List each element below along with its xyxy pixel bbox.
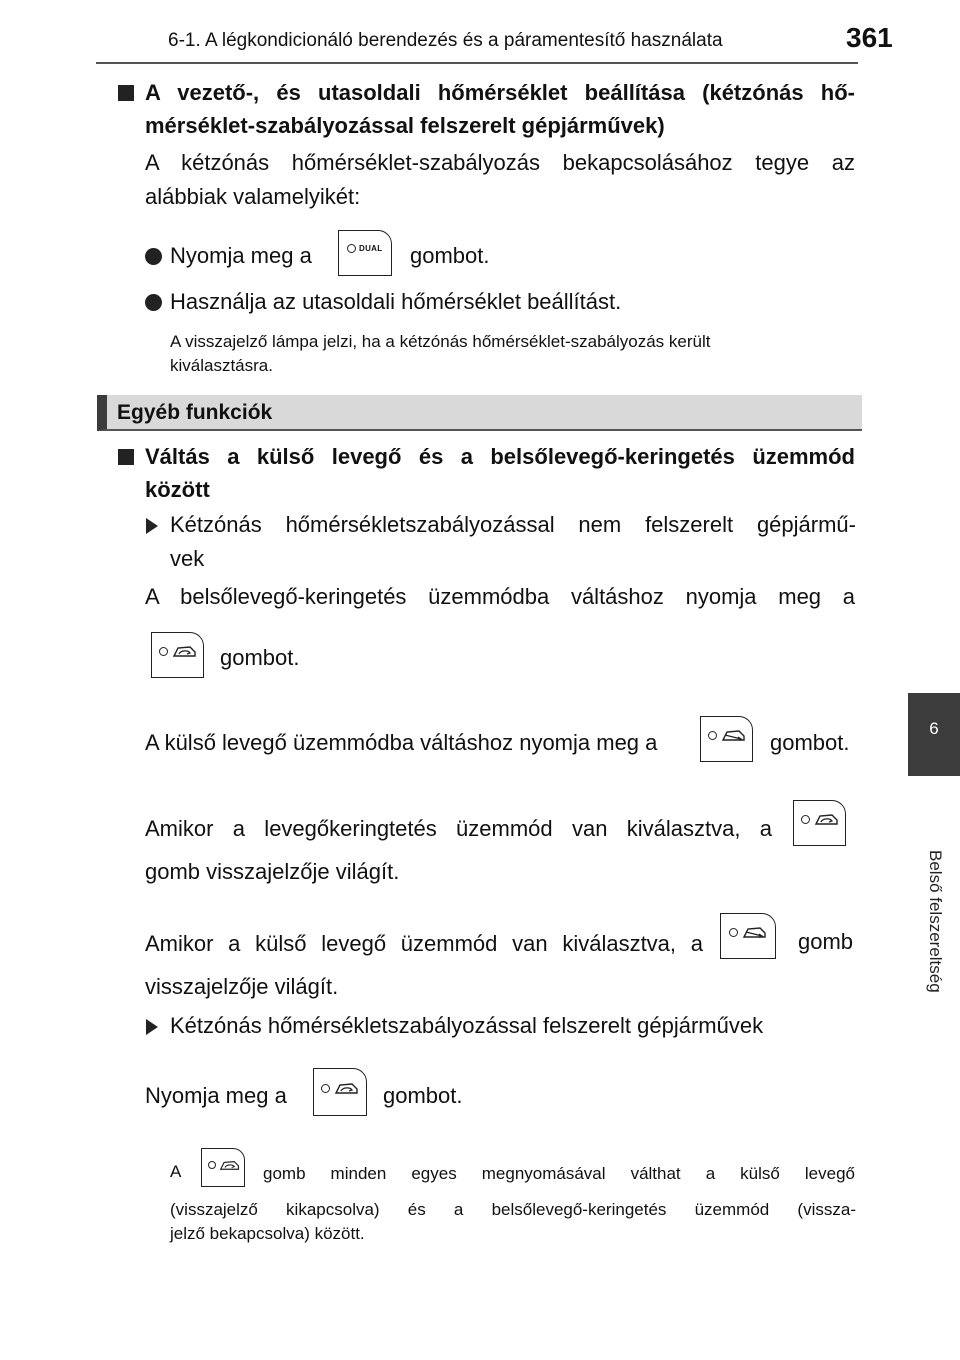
section-title: Egyéb funkciók [117,401,273,424]
outside-air-button-icon [700,716,753,762]
bullet1-before: Nyomja meg a [170,243,312,268]
car-recirc-arrow-icon [814,811,840,827]
round-bullet-icon [145,294,162,311]
dual-button-icon [338,230,392,276]
sub2-heading: Kétzónás hőmérsékletszabályozással felszerelt gépjárművek [170,1013,764,1038]
dual-note-line1: A visszajelző lámpa jelzi, ha a kétzónás hőmérséklet-szabályozás került [170,332,711,351]
outside-ind-before: Amikor a külső levegő üzemmód van kiválasztva, a [145,931,703,956]
indicator-led-icon [801,815,810,824]
dual-intro [145,146,855,214]
outside-air-button-icon [720,913,776,959]
bullet2: Használja az utasoldali hőmérséklet beállítást. [170,289,622,314]
outside-before: A külső levegő üzemmódba váltáshoz nyomja meg a [145,730,658,755]
dual-intro-line2: alábbiak valamelyikét: [145,184,361,209]
chapter-tab: 6 [908,693,960,776]
dual-heading [145,76,855,142]
press-before: Nyomja meg a [145,1083,287,1108]
dual-heading-line2: mérséklet-szabályozással felszerelt gépjárművek) [145,113,665,138]
square-bullet-icon [118,85,134,101]
dual-note [170,330,858,378]
note-line1: gomb minden egyes megnyomásával válthat a külső levegő [263,1164,855,1183]
car-recirc-arrow-icon [172,643,198,659]
air-mode-button-icon [201,1148,245,1187]
dual-heading-line1: A vezető-, és utasoldali hőmérséklet beállítása (kétzónás hő- [145,80,855,105]
dual-intro-line1: A kétzónás hőmérséklet-szabályozás bekapcsolásához tegye az [145,150,855,175]
sub1-line1: Kétzónás hőmérsékletszabályozással nem felszerelt gépjármű- [170,512,856,537]
outside-ind-after: gomb [798,929,854,954]
air-recirculation-button-icon [793,800,846,846]
indicator-led-icon [159,647,168,656]
dual-note-line2: kiválasztásra. [170,356,273,375]
note-rest [170,1198,856,1246]
page-number: 361 [846,22,893,53]
indicator-led-icon [729,928,738,937]
note-line2: (visszajelző kikapcsolva) és a belsőlevegő-keringetés üzemmód (vissza- [170,1200,856,1219]
recirc-after: gombot. [220,645,300,670]
bullet1-after: gombot. [410,243,490,268]
air-mode-heading [145,440,855,506]
running-header: 6-1. A légkondicionáló berendezés és a páramentesítő használata [168,30,723,51]
air-mode-heading-line2: között [145,477,210,502]
press-after: gombot. [383,1083,463,1108]
recirc-ind-before: Amikor a levegőkeringtetés üzemmód van kiválasztva, a [145,816,772,841]
triangle-bullet-icon [146,518,158,534]
sub1-heading [170,508,856,576]
car-recirc-arrow-icon [334,1080,360,1096]
air-recirculation-button-icon [151,632,204,678]
sub1-line2: vek [170,546,205,571]
car-recirc-arrow-icon [219,1158,241,1172]
car-outside-arrow-icon [721,727,747,743]
outside-after: gombot. [770,730,850,755]
indicator-led-icon [347,244,356,253]
note-line3: jelző bekapcsolva) között. [170,1224,365,1243]
round-bullet-icon [145,248,162,265]
triangle-bullet-icon [146,1019,158,1035]
air-mode-button-icon [313,1068,367,1116]
car-outside-arrow-icon [742,924,768,940]
outside-ind-line2: visszajelzője világít. [145,974,339,999]
air-mode-heading-line1: Váltás a külső levegő és a belsőlevegő-keringetés üzemmód [145,444,855,469]
square-bullet-icon [118,449,134,465]
recirc-ind-line2: gomb visszajelzője világít. [145,859,400,884]
dual-button-label: DUAL [359,244,383,253]
note-a: A [170,1162,182,1181]
indicator-led-icon [208,1161,216,1169]
indicator-led-icon [708,731,717,740]
header-rule [96,62,858,64]
chapter-label: Belső felszereltség [926,850,945,993]
indicator-led-icon [321,1084,330,1093]
recirc-line1: A belsőlevegő-keringetés üzemmódba váltáshoz nyomja meg a [145,584,855,609]
